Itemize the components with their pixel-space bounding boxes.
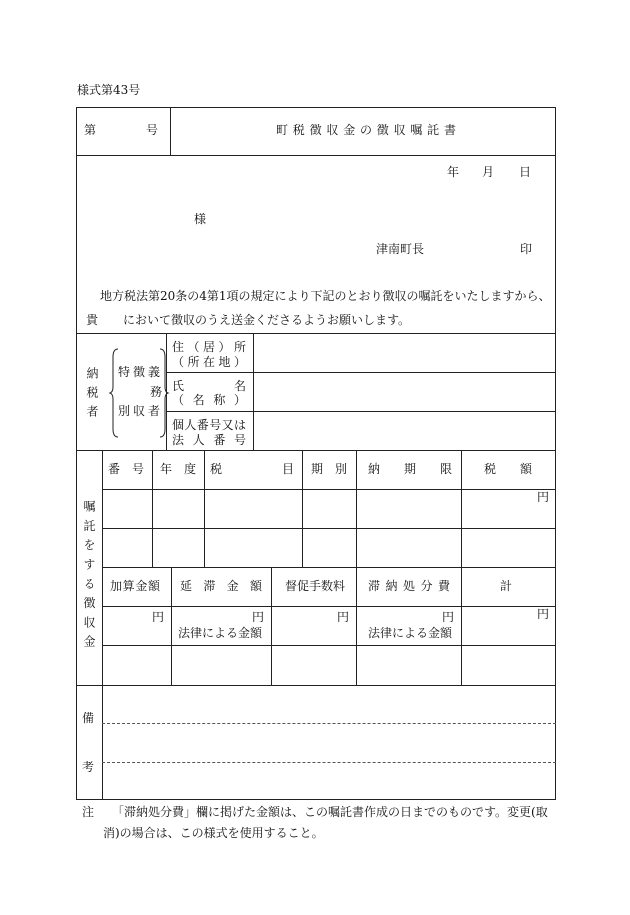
- yen-unit: 円: [442, 610, 455, 624]
- name-value-field: [254, 373, 555, 411]
- column-demand-fee: 督促手数料: [285, 579, 346, 593]
- collector-label-line-2: 務: [150, 385, 163, 399]
- note-line-2: 消)の場合は、この様式を使用すること。: [103, 826, 324, 840]
- grid-line: [76, 685, 556, 686]
- issue-number-prefix: 第: [84, 123, 97, 137]
- grid-line: [204, 450, 205, 567]
- remarks-label: 備: [82, 711, 95, 725]
- address-label: 住（居）所: [172, 340, 246, 354]
- grid-line: [102, 489, 556, 490]
- grid-line: [302, 450, 303, 567]
- column-tax-item: 税目: [210, 462, 294, 476]
- grid-line: [171, 567, 172, 685]
- column-number: 番号: [108, 462, 144, 476]
- date-month-label: 月: [482, 165, 495, 179]
- form-number-label: 様式第43号: [77, 83, 141, 97]
- grid-line: [102, 528, 556, 529]
- legal-amount-label: 法律による金額: [178, 626, 263, 640]
- issuer-seal-mark: 印: [520, 242, 533, 256]
- form-frame: [76, 107, 556, 800]
- grid-line: [461, 450, 462, 685]
- yen-unit: 円: [152, 610, 165, 624]
- issue-number-suffix: 号: [146, 123, 159, 137]
- column-disposition-cost: 滞納処分費: [368, 579, 450, 593]
- name-label: 氏名: [172, 379, 246, 393]
- collector-label-line-1: 特徴義: [118, 365, 160, 379]
- date-day-label: 日: [519, 165, 532, 179]
- address-value-field: [254, 334, 555, 372]
- yen-unit: 円: [252, 610, 265, 624]
- grid-line: [76, 155, 556, 156]
- remarks-label: 考: [82, 760, 95, 774]
- column-tax-amount: 税額: [484, 462, 532, 476]
- column-fiscal-year: 年度: [160, 462, 196, 476]
- legal-amount-label: 法律による金額: [368, 626, 453, 640]
- collector-label-line-3: 別収者: [118, 404, 160, 418]
- column-due-date: 納期限: [368, 462, 452, 476]
- date-year-label: 年: [447, 165, 460, 179]
- column-period: 期別: [311, 462, 347, 476]
- column-surcharge: 加算金額: [110, 579, 160, 593]
- grid-line: [356, 450, 357, 685]
- issuer-name: 津南町長: [376, 242, 425, 256]
- amounts-section-label: 嘱託をする徴収金: [82, 500, 96, 655]
- id-number-label-2: 法人番号: [172, 433, 246, 447]
- column-delinquency: 延滞金額: [180, 579, 262, 593]
- remarks-dashed-line: [102, 762, 556, 763]
- addressee-honorific: 様: [194, 212, 207, 226]
- id-number-label-1: 個人番号又は: [172, 418, 246, 432]
- note-mark: 注: [82, 805, 95, 819]
- taxpayer-section-label: 納税者: [85, 367, 99, 424]
- request-text-lead: 貴: [86, 313, 99, 327]
- column-total: 計: [500, 579, 513, 593]
- yen-unit: 円: [537, 607, 550, 621]
- grid-line: [76, 450, 556, 451]
- grid-line: [102, 450, 103, 800]
- remarks-dashed-line: [102, 723, 556, 724]
- address-label-alt: （所在地）: [172, 355, 246, 369]
- grid-line: [271, 567, 272, 685]
- yen-unit: 円: [337, 610, 350, 624]
- request-text-line-1: 地方税法第20条の4第1項の規定により下記のとおり徴収の嘱託をいたしますから、: [100, 289, 551, 303]
- grid-line: [152, 450, 153, 567]
- request-text-line-2: において徴収のうえ送金くださるようお願いします。: [123, 313, 411, 327]
- id-number-value-field: [254, 412, 555, 450]
- form-title: 町税徴収金の徴収嘱託書: [276, 123, 456, 137]
- yen-unit: 円: [537, 490, 550, 504]
- name-label-alt: （名称）: [172, 393, 246, 407]
- note-line-1: 「滞納処分費」欄に掲げた金額は、この嘱託書作成の日までのものです。変更(取: [112, 805, 548, 819]
- grid-line: [170, 107, 171, 155]
